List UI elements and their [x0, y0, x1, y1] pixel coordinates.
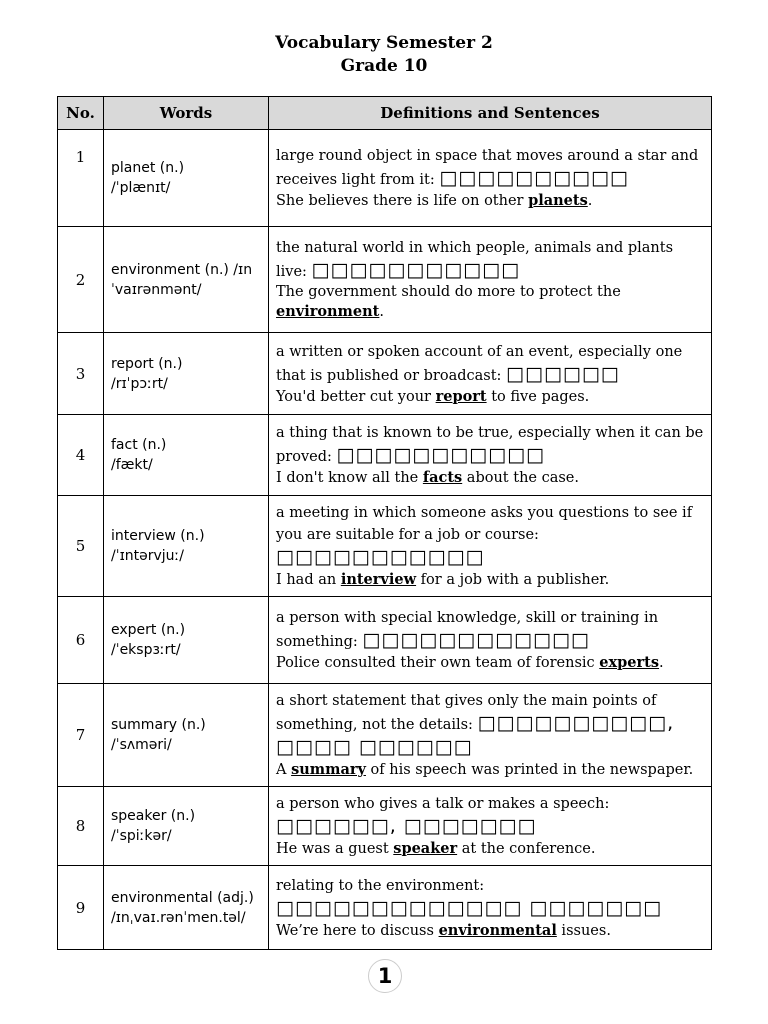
definition-text: a written or spoken account of an event, especially one that is published or broadcast:	[276, 343, 683, 384]
word-pronunciation: ˈvaɪrənmənt/	[111, 281, 202, 298]
definition	[276, 341, 704, 387]
definition	[276, 237, 704, 283]
translation-text: □□□□□□□□□□□□	[362, 629, 590, 651]
word-cell	[104, 415, 269, 496]
table-row	[58, 597, 712, 684]
document-title	[0, 32, 768, 78]
sentence-end: for a job with a publisher.	[416, 572, 610, 588]
table-row	[58, 227, 712, 333]
word-pronunciation: /ˈsʌməri/	[111, 737, 172, 753]
sentence-start: He was a guest	[276, 841, 394, 857]
word-term: summary (n.)	[111, 717, 206, 733]
word-cell	[104, 227, 269, 333]
word-pronunciation: /ˈspiːkər/	[111, 828, 172, 844]
table-row	[58, 787, 712, 866]
word-term: environment (n.) /ɪn	[111, 261, 253, 278]
row-number: 4	[58, 415, 104, 496]
table-row	[58, 333, 712, 415]
definition	[276, 502, 704, 570]
example-sentence	[276, 921, 704, 941]
sentence-start: The government should do more to protect the	[276, 284, 621, 300]
example-sentence	[276, 191, 704, 211]
row-number: 1	[58, 130, 104, 227]
word-pronunciation: /ˈplænɪt/	[111, 180, 171, 196]
sentence-start: I don't know all the	[276, 470, 423, 486]
word-term: speaker (n.)	[111, 808, 196, 824]
word-pronunciation: /ˈɪntərvjuː/	[111, 548, 184, 564]
table-row	[58, 684, 712, 787]
word-pronunciation: /ɪnˌvaɪ.rənˈmen.təl/	[111, 909, 246, 926]
example-sentence	[276, 839, 704, 859]
example-sentence	[276, 387, 704, 407]
translation-text: □□□□□□□□□□□	[336, 444, 545, 466]
column-header-definitions: Definitions and Sentences	[269, 97, 712, 130]
definition-cell	[269, 227, 712, 333]
definition-text: a thing that is known to be true, especially when it can be proved:	[276, 425, 704, 465]
word-cell	[104, 866, 269, 950]
definition	[276, 607, 704, 653]
table-row	[58, 130, 712, 227]
sentence-start: I had an	[276, 572, 341, 588]
word-term: environmental (adj.)	[111, 889, 254, 906]
table-row	[58, 866, 712, 950]
word-term: planet (n.)	[111, 160, 185, 176]
sentence-start: You'd better cut your	[276, 388, 436, 405]
sentence-keyword: experts	[599, 654, 660, 671]
definition	[276, 145, 704, 191]
definition-cell	[269, 597, 712, 684]
word-pronunciation: /ˈekspɜːrt/	[111, 642, 181, 658]
sentence-start: We’re here to discuss	[276, 922, 439, 939]
definition	[276, 875, 704, 921]
definition-cell	[269, 130, 712, 227]
sentence-end: of his speech was printed in the newspaper.	[365, 762, 694, 778]
definition-text: the natural world in which people, animals and plants live:	[276, 240, 674, 280]
word-cell	[104, 333, 269, 415]
definition-cell	[269, 415, 712, 496]
definition-cell	[269, 684, 712, 787]
definition	[276, 422, 704, 468]
definition-cell	[269, 333, 712, 415]
sentence-end: .	[379, 304, 384, 320]
row-number: 9	[58, 866, 104, 950]
definition-text: a person with special knowledge, skill or training in something:	[276, 610, 659, 650]
word-pronunciation: /rɪˈpɔːrt/	[111, 375, 168, 392]
sentence-end: .	[587, 193, 593, 209]
sentence-keyword: speaker	[393, 840, 458, 857]
column-header-no: No.	[58, 97, 104, 130]
definition	[276, 793, 704, 839]
sentence-end: .	[659, 655, 664, 671]
translation-text: □□□□□□□□□□, □□□□ □□□□□□	[276, 712, 675, 758]
example-sentence	[276, 468, 704, 488]
sentence-start: A	[276, 762, 292, 778]
sentence-keyword: environmental	[438, 921, 557, 939]
definition-text: large round object in space that moves around a star and receives light from it:	[276, 148, 699, 188]
word-pronunciation: /fækt/	[111, 457, 153, 473]
translation-text: □□□□□□□□□□□	[276, 546, 485, 568]
sentence-end: issues.	[556, 922, 611, 939]
word-cell	[104, 787, 269, 866]
definition-cell	[269, 787, 712, 866]
translation-text: □□□□□□□□□□□	[311, 259, 521, 281]
row-number: 6	[58, 597, 104, 684]
translation-text: □□□□□□□□□□□□□ □□□□□□□	[276, 896, 663, 919]
example-sentence	[276, 570, 704, 590]
sentence-start: She believes there is life on other	[276, 193, 529, 209]
page-subtitle: Grade 10	[340, 56, 428, 76]
translation-text: □□□□□□□□□□	[439, 167, 629, 189]
sentence-end: at the conference.	[457, 841, 596, 857]
table-row	[58, 496, 712, 597]
sentence-keyword: summary	[291, 761, 366, 778]
page-number: 1	[368, 959, 402, 993]
sentence-start: Police consulted their own team of forensic	[276, 655, 600, 671]
word-term: fact (n.)	[111, 437, 167, 453]
definition-text: a meeting in which someone asks you questions to see if you are suitable for a job or course:	[276, 505, 693, 543]
word-cell	[104, 684, 269, 787]
example-sentence	[276, 653, 704, 673]
page-title: Vocabulary Semester 2	[275, 33, 493, 53]
sentence-keyword: environment	[276, 303, 380, 320]
sentence-keyword: report	[435, 387, 487, 405]
definition-text: a short statement that gives only the main points of something, not the details:	[276, 693, 657, 733]
word-cell	[104, 496, 269, 597]
row-number: 7	[58, 684, 104, 787]
sentence-keyword: planets	[528, 192, 588, 209]
translation-text: □□□□□□, □□□□□□□	[276, 815, 537, 837]
sentence-end: about the case.	[462, 470, 579, 486]
sentence-keyword: interview	[340, 571, 417, 588]
word-term: interview (n.)	[111, 528, 205, 544]
definition-text: relating to the environment:	[276, 877, 485, 894]
row-number: 2	[58, 227, 104, 333]
word-term: expert (n.)	[111, 622, 186, 638]
column-header-words: Words	[104, 97, 269, 130]
definition-cell	[269, 496, 712, 597]
sentence-end: to five pages.	[486, 388, 590, 405]
word-cell	[104, 130, 269, 227]
definition-text: a person who gives a talk or makes a speech:	[276, 796, 610, 812]
row-number: 8	[58, 787, 104, 866]
example-sentence	[276, 283, 704, 322]
vocabulary-table	[57, 96, 712, 950]
definition-cell	[269, 866, 712, 950]
word-term: report (n.)	[111, 355, 183, 372]
table-row	[58, 415, 712, 496]
row-number: 3	[58, 333, 104, 415]
definition	[276, 690, 704, 760]
word-cell	[104, 597, 269, 684]
table-header-row	[58, 97, 712, 130]
example-sentence	[276, 760, 704, 780]
translation-text: □□□□□□	[506, 362, 620, 385]
sentence-keyword: facts	[422, 469, 463, 486]
row-number: 5	[58, 496, 104, 597]
